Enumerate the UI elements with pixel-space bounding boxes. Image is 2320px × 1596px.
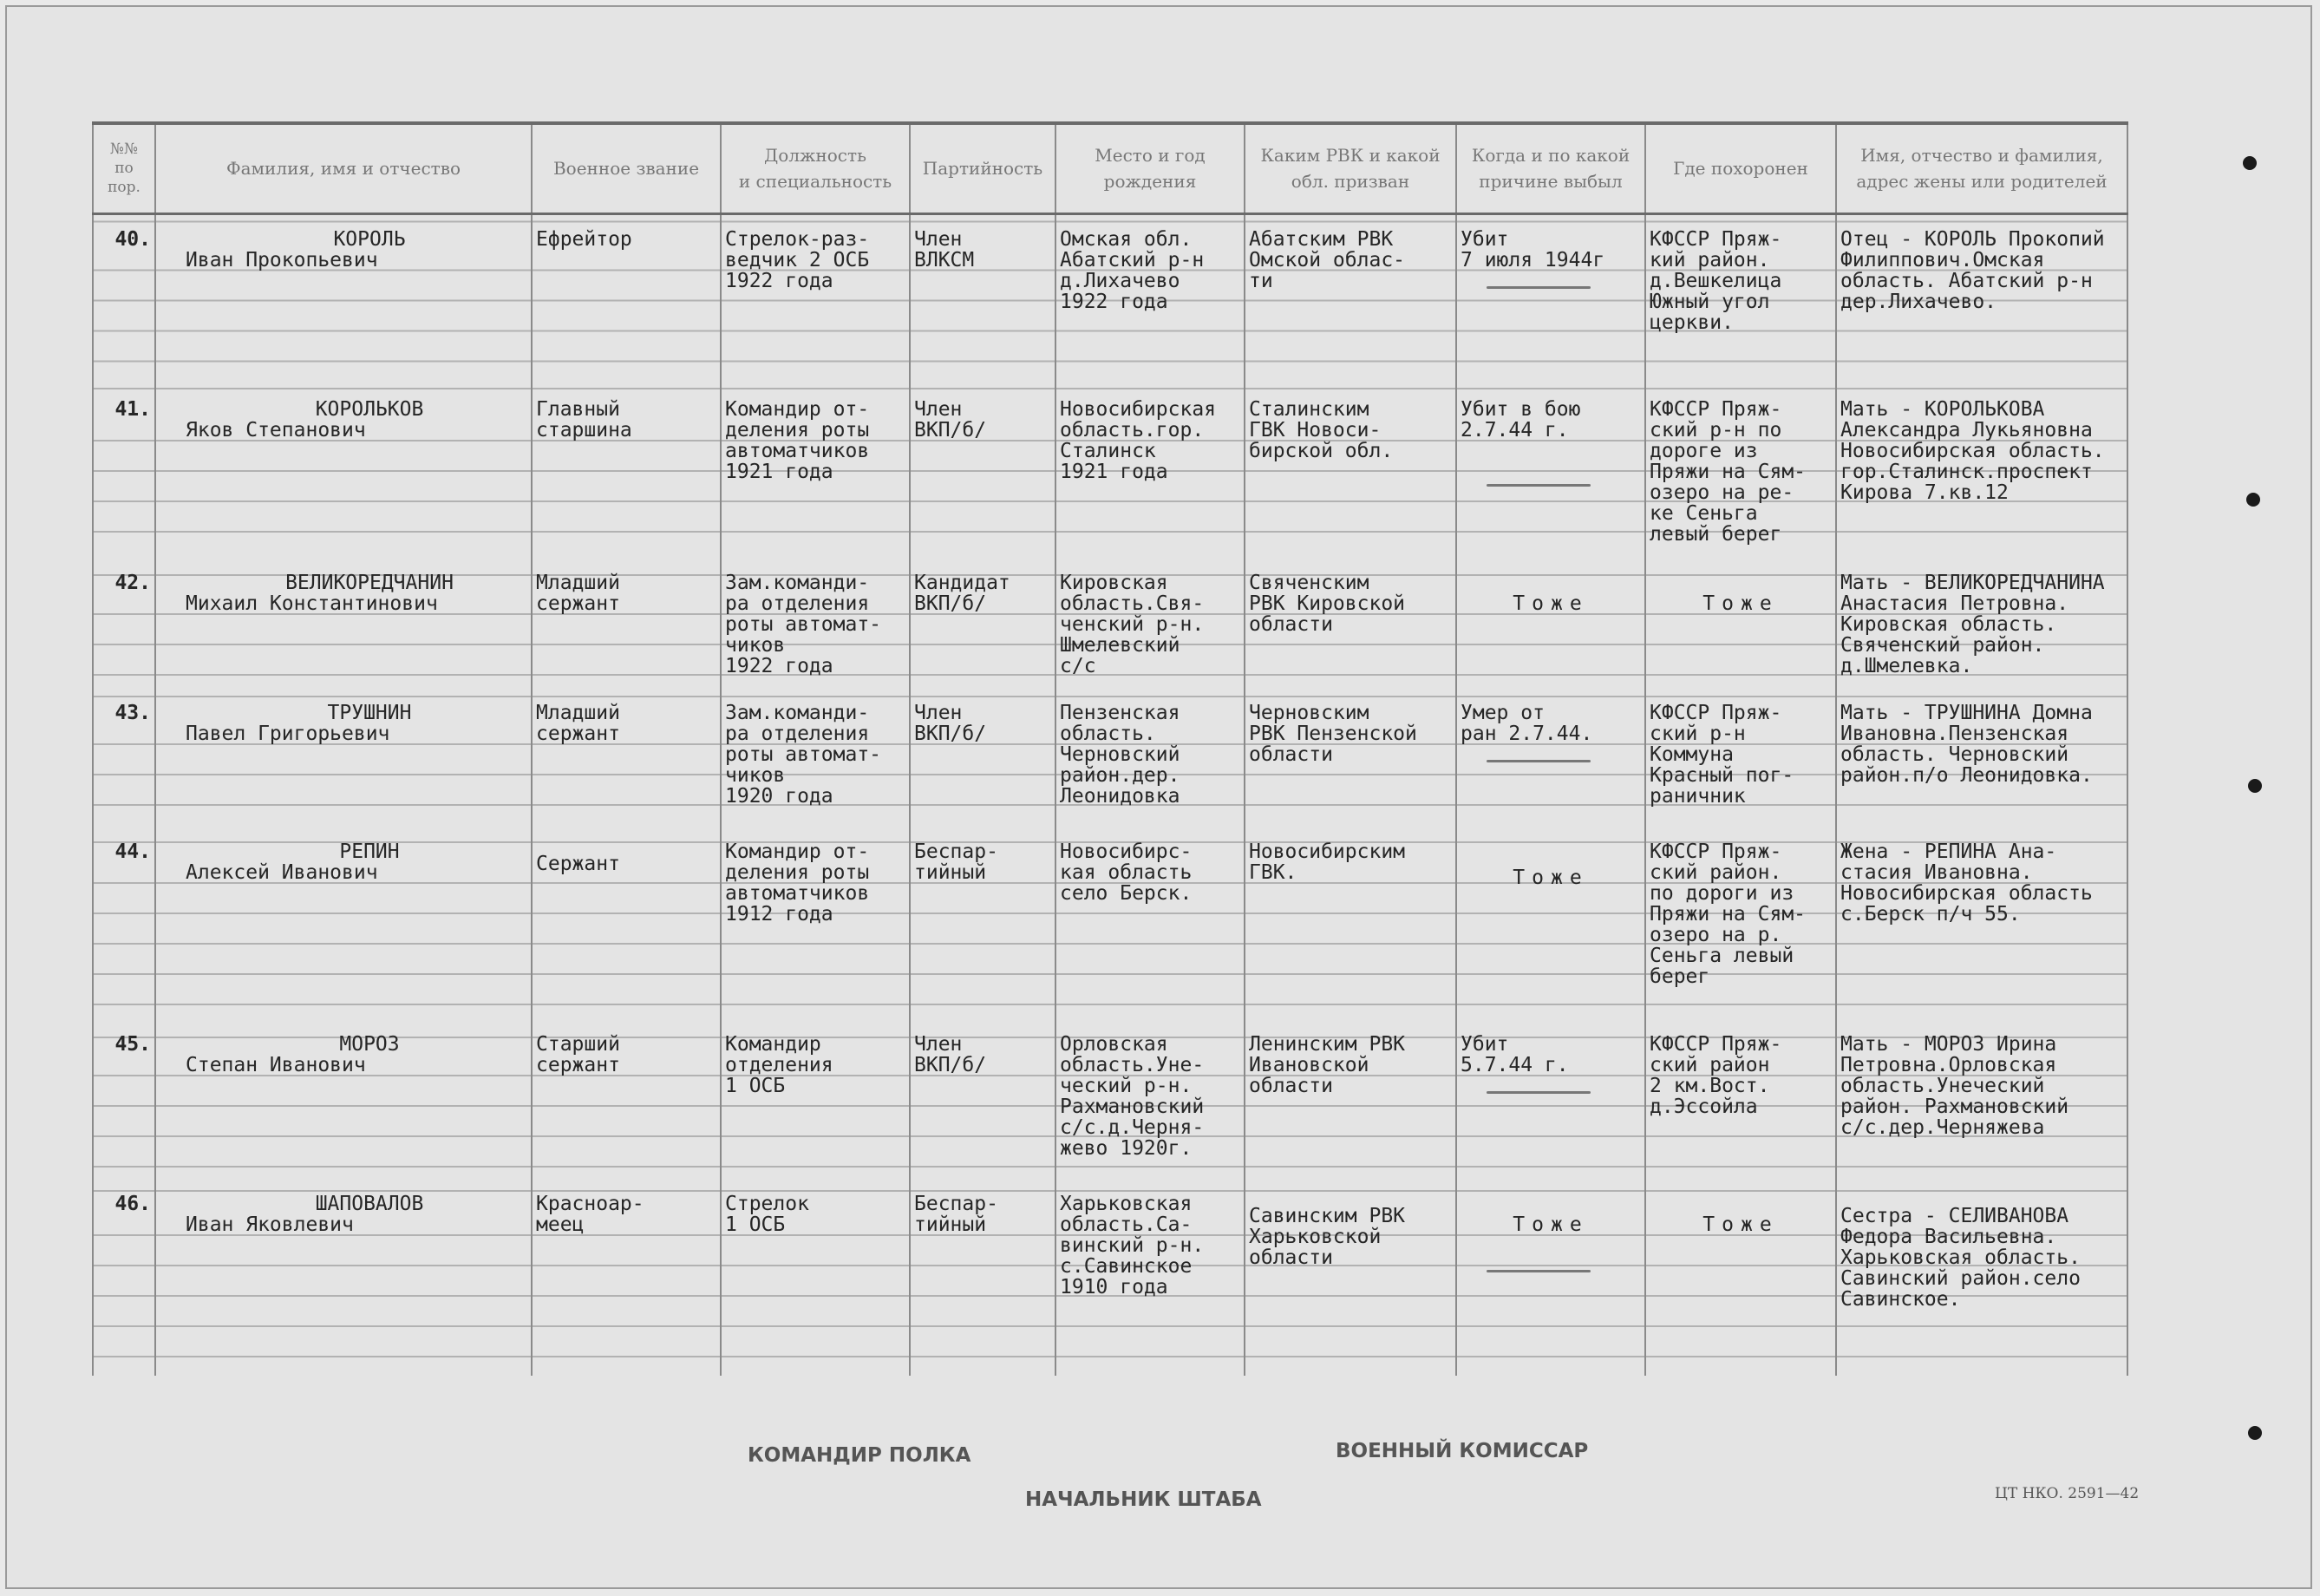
left-cell bbox=[1456, 1020, 1645, 1180]
full-name bbox=[155, 559, 532, 689]
row-number: 45. bbox=[93, 1020, 155, 1180]
left-cell: Тоже bbox=[1456, 827, 1645, 1020]
rank-cell: Ефрейтор bbox=[532, 213, 721, 385]
header-left: Когда и по какой причине выбыл bbox=[1456, 123, 1645, 213]
draft-cell: Абатским РВК Омской облас- ти bbox=[1245, 213, 1456, 385]
header-num: №№ по пор. bbox=[93, 123, 155, 213]
relatives-cell: Сестра - СЕЛИВАНОВА Федора Васильевна. Харьковская область. Савинский район.село Савинское. bbox=[1836, 1180, 2127, 1376]
relatives-cell: Мать - КОРОЛЬКОВА Александра Лукьяновна Новосибирская область. гор.Сталинск.проспект Кирова 7.кв.12 bbox=[1836, 385, 2127, 559]
row-number: 42. bbox=[93, 559, 155, 689]
table-row bbox=[93, 689, 2127, 827]
casualty-table bbox=[92, 121, 2128, 1376]
signature-stroke bbox=[1487, 760, 1591, 762]
draft-cell: Свяченским РВК Кировской области bbox=[1245, 559, 1456, 689]
party-cell: Беспар- тийный bbox=[910, 827, 1055, 1020]
row-number: 46. bbox=[93, 1180, 155, 1376]
relatives-cell: Отец - КОРОЛЬ Прокопий Филиппович.Омская область. Абатский р-н дер.Лихачево. bbox=[1836, 213, 2127, 385]
buried-cell: КФССР Пряж- ский р-н по дороге из Пряжи на Сям- озеро на ре- ке Сеньга левый берег bbox=[1645, 385, 1836, 559]
table-row bbox=[93, 213, 2127, 385]
row-number: 44. bbox=[93, 827, 155, 1020]
row-number: 40. bbox=[93, 213, 155, 385]
buried-cell: КФССР Пряж- ский район. по дороги из Пряжи на Сям- озеро на р. Сеньга левый берег bbox=[1645, 827, 1836, 1020]
party-cell: Кандидат ВКП/б/ bbox=[910, 559, 1055, 689]
header-party: Партийность bbox=[910, 123, 1055, 213]
punch-hole bbox=[2246, 493, 2260, 507]
buried-cell: Тоже bbox=[1645, 1180, 1836, 1376]
header-rank: Военное звание bbox=[532, 123, 721, 213]
rank-cell: Старший сержант bbox=[532, 1020, 721, 1180]
buried-cell: Тоже bbox=[1645, 559, 1836, 689]
signature-stroke bbox=[1487, 484, 1591, 487]
buried-cell: КФССР Пряж- кий район. д.Вешкелица Южный угол церкви. bbox=[1645, 213, 1836, 385]
form-code: ЦТ НКО. 2591—42 bbox=[1995, 1485, 2140, 1502]
draft-cell: Черновским РВК Пензенской области bbox=[1245, 689, 1456, 827]
table-header-row bbox=[93, 123, 2127, 213]
surname: РЕПИН bbox=[339, 841, 400, 863]
table-row bbox=[93, 385, 2127, 559]
relatives-cell: Мать - МОРОЗ Ирина Петровна.Орловская область.Унеческий район. Рахмановский с/с.дер.Черняжева bbox=[1836, 1020, 2127, 1180]
birth-cell: Новосибирс- кая область село Берск. bbox=[1055, 827, 1245, 1020]
punch-hole bbox=[2248, 779, 2262, 793]
relatives-cell: Мать - ВЕЛИКОРЕДЧАНИНА Анастасия Петровна. Кировская область. Свяченский район. д.Шмелевка. bbox=[1836, 559, 2127, 689]
full-name bbox=[155, 1020, 532, 1180]
commander-signature-label: КОМАНДИР ПОЛКА bbox=[748, 1444, 971, 1467]
punch-hole bbox=[2248, 1426, 2262, 1440]
buried-cell: КФССР Пряж- ский район 2 км.Вост. д.Эссойла bbox=[1645, 1020, 1836, 1180]
rank-cell: Младший сержант bbox=[532, 559, 721, 689]
position-cell: Командир от- деления роты автоматчиков 1921 года bbox=[721, 385, 910, 559]
given-name: Иван Яковлевич bbox=[186, 1213, 354, 1236]
header-relatives: Имя, отчество и фамилия, адрес жены или родителей bbox=[1836, 123, 2127, 213]
draft-cell: Сталинским ГВК Новоси- бирской обл. bbox=[1245, 385, 1456, 559]
buried-cell: КФССР Пряж- ский р-н Коммуна Красный пог- раничник bbox=[1645, 689, 1836, 827]
birth-cell: Пензенская область. Черновский район.дер. Леонидовка bbox=[1055, 689, 1245, 827]
party-cell: Член ВЛКСМ bbox=[910, 213, 1055, 385]
signature-stroke bbox=[1487, 286, 1591, 289]
surname: МОРОЗ bbox=[339, 1033, 400, 1056]
full-name bbox=[155, 213, 532, 385]
full-name bbox=[155, 827, 532, 1020]
header-name: Фамилия, имя и отчество bbox=[155, 123, 532, 213]
relatives-cell: Жена - РЕПИНА Ана- стасия Ивановна. Новосибирская область с.Берск п/ч 55. bbox=[1836, 827, 2127, 1020]
surname: ТРУШНИН bbox=[327, 702, 412, 724]
punch-hole bbox=[2243, 156, 2257, 170]
rank-cell: Красноар- меец bbox=[532, 1180, 721, 1376]
birth-cell: Орловская область.Уне- ческий р-н. Рахмановский с/с.д.Черня- жево 1920г. bbox=[1055, 1020, 1245, 1180]
header-draft: Каким РВК и какой обл. призван bbox=[1245, 123, 1456, 213]
surname: ШАПОВАЛОВ bbox=[315, 1193, 424, 1215]
rank-cell: Младший сержант bbox=[532, 689, 721, 827]
left-text: Убит в бою 2.7.44 г. bbox=[1461, 398, 1581, 442]
left-text: Тоже bbox=[1513, 1213, 1589, 1236]
table-row bbox=[93, 827, 2127, 1020]
position-cell: Стрелок-раз- ведчик 2 ОСБ 1922 года bbox=[721, 213, 910, 385]
draft-cell: Новосибирским ГВК. bbox=[1245, 827, 1456, 1020]
position-cell: Командир от- деления роты автоматчиков 1912 года bbox=[721, 827, 910, 1020]
full-name bbox=[155, 1180, 532, 1376]
given-name: Михаил Константинович bbox=[186, 592, 438, 615]
given-name: Павел Григорьевич bbox=[186, 723, 390, 745]
surname: ВЕЛИКОРЕДЧАНИН bbox=[285, 572, 454, 594]
row-number: 43. bbox=[93, 689, 155, 827]
party-cell: Член ВКП/б/ bbox=[910, 689, 1055, 827]
left-cell bbox=[1456, 385, 1645, 559]
left-cell: Тоже bbox=[1456, 559, 1645, 689]
birth-cell: Новосибирская область.гор. Сталинск 1921 года bbox=[1055, 385, 1245, 559]
surname: КОРОЛЬКОВ bbox=[315, 398, 424, 421]
left-cell bbox=[1456, 689, 1645, 827]
full-name bbox=[155, 689, 532, 827]
rank-cell: Главный старшина bbox=[532, 385, 721, 559]
position-cell: Стрелок 1 ОСБ bbox=[721, 1180, 910, 1376]
commissar-signature-label: ВОЕННЫЙ КОМИССАР bbox=[1336, 1440, 1589, 1462]
left-text: Умер от ран 2.7.44. bbox=[1461, 702, 1593, 745]
rank-cell: Сержант bbox=[532, 827, 721, 1020]
signature-stroke bbox=[1487, 1091, 1591, 1094]
given-name: Яков Степанович bbox=[186, 419, 366, 442]
position-cell: Командир отделения 1 ОСБ bbox=[721, 1020, 910, 1180]
header-buried: Где похоронен bbox=[1645, 123, 1836, 213]
left-cell bbox=[1456, 213, 1645, 385]
left-text: Убит 5.7.44 г. bbox=[1461, 1033, 1569, 1076]
birth-cell: Омская обл. Абатский р-н д.Лихачево 1922 года bbox=[1055, 213, 1245, 385]
chief-of-staff-signature-label: НАЧАЛЬНИК ШТАБА bbox=[1025, 1488, 1262, 1511]
draft-cell: Ленинским РВК Ивановской области bbox=[1245, 1020, 1456, 1180]
header-birth: Место и год рождения bbox=[1055, 123, 1245, 213]
row-number: 41. bbox=[93, 385, 155, 559]
left-text: Убит 7 июля 1944г bbox=[1461, 227, 1605, 271]
surname: КОРОЛЬ bbox=[333, 227, 406, 251]
full-name bbox=[155, 385, 532, 559]
table-row bbox=[93, 1020, 2127, 1180]
party-cell: Беспар- тийный bbox=[910, 1180, 1055, 1376]
party-cell: Член ВКП/б/ bbox=[910, 1020, 1055, 1180]
header-position: Должность и специальность bbox=[721, 123, 910, 213]
position-cell: Зам.команди- ра отделения роты автомат- чиков 1922 года bbox=[721, 559, 910, 689]
table-row bbox=[93, 559, 2127, 689]
given-name: Алексей Иванович bbox=[186, 861, 378, 884]
party-cell: Член ВКП/б/ bbox=[910, 385, 1055, 559]
left-cell bbox=[1456, 1180, 1645, 1376]
signature-stroke bbox=[1487, 1270, 1591, 1272]
relatives-cell: Мать - ТРУШНИНА Домна Ивановна.Пензенская область. Черновский район.п/о Леонидовка. bbox=[1836, 689, 2127, 827]
given-name: Степан Иванович bbox=[186, 1054, 366, 1076]
draft-cell: Савинским РВК Харьковской области bbox=[1245, 1180, 1456, 1376]
given-name: Иван Прокопьевич bbox=[186, 248, 378, 271]
table-row bbox=[93, 1180, 2127, 1376]
position-cell: Зам.команди- ра отделения роты автомат- чиков 1920 года bbox=[721, 689, 910, 827]
birth-cell: Харьковская область.Са- винский р-н. с.Савинское 1910 года bbox=[1055, 1180, 1245, 1376]
birth-cell: Кировская область.Свя- ченский р-н. Шмелевский с/с bbox=[1055, 559, 1245, 689]
